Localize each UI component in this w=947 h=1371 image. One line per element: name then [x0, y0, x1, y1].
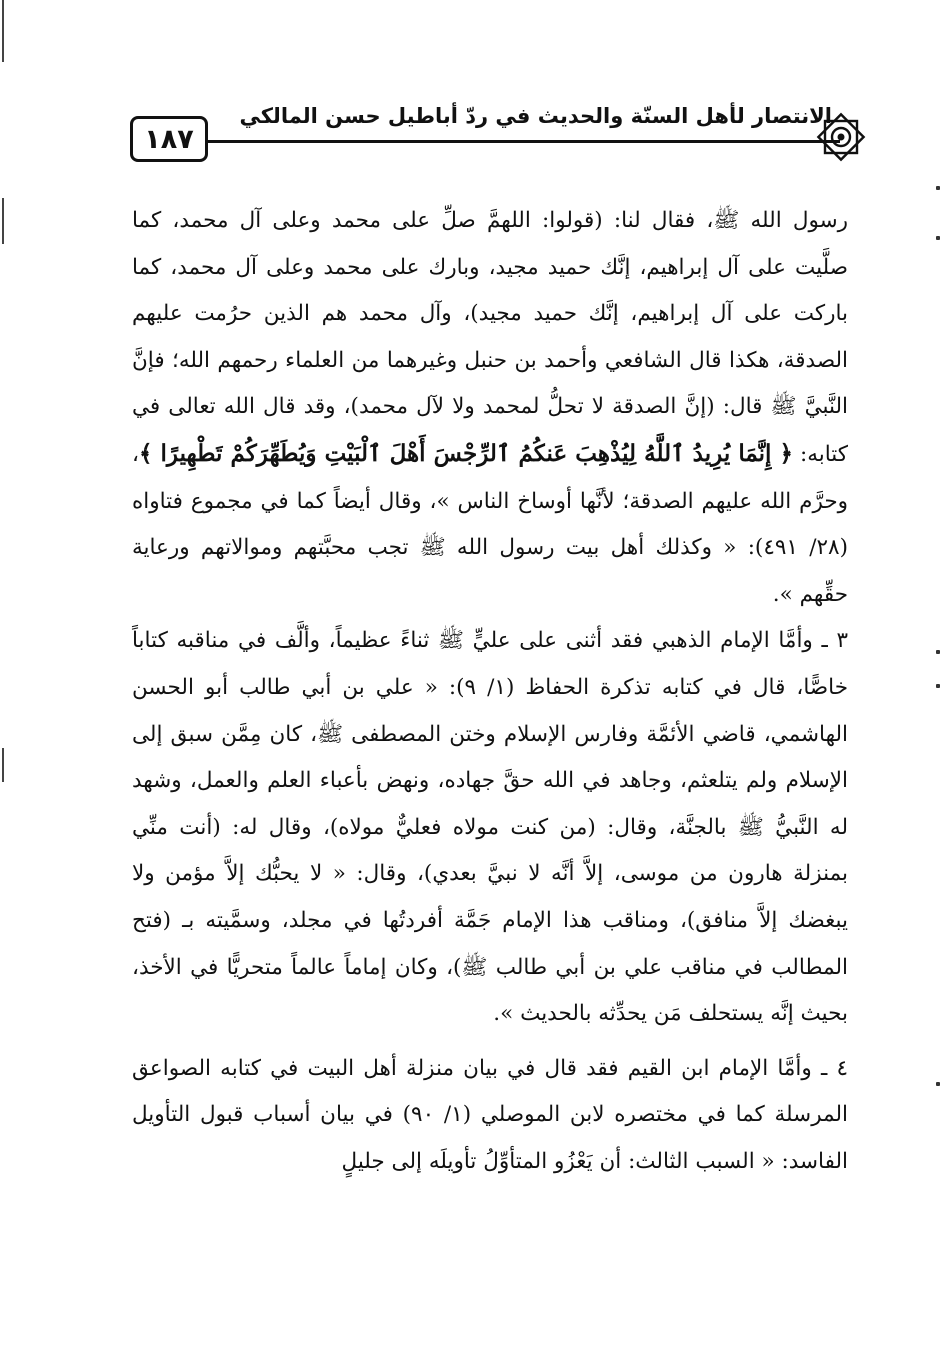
page-body	[132, 198, 848, 1185]
scan-edge-mark	[2, 198, 4, 244]
header-rule	[203, 140, 840, 143]
scan-edge-mark	[2, 0, 4, 62]
scan-dot	[936, 186, 940, 190]
paragraph-continuation	[132, 198, 848, 618]
book-title: الانتصار لأهل السنّة والحديث في ردّ أباطيل حسن المالكي	[233, 104, 838, 128]
page-number: ١٨٧	[130, 116, 208, 162]
scan-dot	[936, 684, 940, 688]
paragraph-text: رسول الله ﷺ، فقال لنا: (قولوا: اللهمَّ صلِّ على محمد وعلى آل محمد، كما صلَّيت على آل إبراهيم، إنَّك حميد مجيد، وبارك على محمد وعلى آل محمد، كما باركت على آل إبراهيم، إنَّك حميد مجيد)، وآل محمد هم الذين حرُمت عليهم الصدقة، هكذا قال الشافعي وأحمد بن حنبل وغيرهما من العلماء رحمهم الله؛ فإنَّ النَّبيَّ ﷺ قال: (إنَّ الصدقة لا تحلُّ لمحمد ولا لآل محمد)، وقد قال الله تعالى في كتابه:	[132, 208, 848, 467]
scan-dot	[936, 650, 940, 654]
paragraph-ibn-qayyim: ٤ ـ وأمَّا الإمام ابن القيم فقد قال في بيان منزلة أهل البيت في كتابه الصواعق المرسلة كما في مختصره لابن الموصلي (١/ ٩٠) في بيان أسباب قبول التأويل الفاسد: « السبب الثالث: أن يَعْزُو المتأوِّلُ تأويلَه إلى جليلٍ	[132, 1055, 849, 1174]
paragraph-dhahabi: ٣ ـ وأمَّا الإمام الذهبي فقد أثنى على عليٍّ ﷺ ثناءً عظيماً، وألَّف في مناقبه كتاباً خاصًّا، قال في كتابه تذكرة الحفاظ (١/ ٩): « علي بن أبي طالب أبو الحسن الهاشمي، قاضي الأئمَّة وفارس الإسلام وختن المصطفى ﷺ، كان مِمَّن سبق إلى الإسلام ولم يتلعثم، وجاهد في الله حقَّ جهاده، ونهض بأعباء العلم والعمل، وشهد له النَّبيُّ ﷺ بالجنَّة، وقال: (من كنت مولاه فعليٌّ مولاه)، وقال له: (أنت منِّي بمنزلة هارون من موسى، إلاَّ أنَّه لا نبيَّ بعدي)، وقال: « لا يحبُّك إلاَّ مؤمن ولا يبغضك إلاَّ منافق)، ومناقب هذا الإمام جَمَّة أفردتُها في مجلد، وسمَّيته بـ (فتح المطالب في مناقب علي بن أبي طالب ﷺ)، وكان إماماً عالماً متحريًّا في الأخذ، بحيث إنَّه يستحلف مَن يحدِّثه بالحديث ».	[132, 628, 848, 1027]
page-header	[118, 92, 868, 182]
scan-edge-mark	[2, 748, 4, 782]
quran-verse: ﴿ إِنَّمَا يُرِيدُ ٱللَّهُ لِيُذْهِبَ عَنكُمُ ٱلرِّجْسَ أَهْلَ ٱلْبَيْتِ وَيُطَهِّرَكُمْ تَطْهِيرًا ﴾	[138, 439, 794, 467]
scan-dot	[936, 1082, 940, 1086]
scan-dot	[936, 236, 940, 240]
star-ornament-icon	[814, 110, 868, 164]
paragraph-text: ، وحرَّم الله عليهم الصدقة؛ لأنَّها أوساخ الناس »، وقال أيضاً كما في مجموع فتاواه (٢٨/ ٤٩١): « وكذلك أهل بيت رسول الله ﷺ تجب محبَّتهم وموالاتهم ورعاية حقِّهم ».	[132, 441, 848, 607]
